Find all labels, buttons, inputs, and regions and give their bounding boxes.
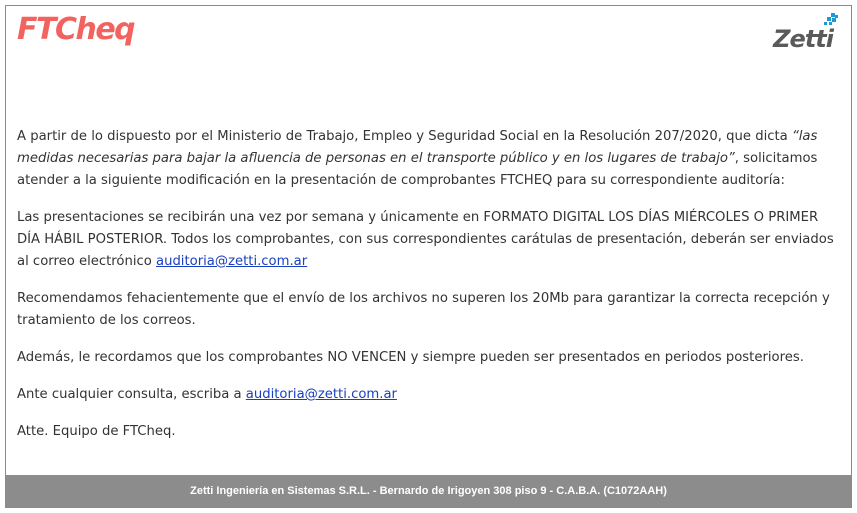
email-frame [5, 5, 852, 508]
message-body [17, 126, 843, 458]
paragraph-contact: Ante cualquier consulta, escriba a auditoria@zetti.com.ar [17, 387, 397, 402]
ftcheq-logo: FTCheq [17, 12, 135, 47]
quoted-resolution: “las medidas necesarias para bajar la afluencia de personas en el transporte público y en los lugares de trabajo” [17, 129, 818, 166]
paragraph-size-limit: Recomendamos fehacientemente que el envío de los archivos no superen los 20Mb para garantizar la correcta recepción y tratamiento de los correos. [17, 291, 830, 328]
zetti-wordmark: Zetti [773, 25, 833, 53]
zetti-logo [749, 19, 839, 53]
paragraph-no-expiry: Además, le recordamos que los comprobantes NO VENCEN y siempre pueden ser presentados en periodos posteriores. [17, 350, 804, 365]
audit-email-link[interactable]: auditoria@zetti.com.ar [156, 254, 308, 269]
footer-bar: Zetti Ingeniería en Sistemas S.R.L. - Bernardo de Irigoyen 308 piso 9 - C.A.B.A. (C1072AAH) [6, 475, 851, 507]
paragraph-schedule: Las presentaciones se recibirán una vez por semana y únicamente en FORMATO DIGITAL LOS DÍAS MIÉRCOLES O PRIMER DÍA HÁBIL POSTERIOR. Todos los comprobantes, con sus correspondientes carátulas de presentación, deberán ser enviados al correo electrónico auditoria@zetti.com.ar [17, 210, 834, 269]
contact-email-link[interactable]: auditoria@zetti.com.ar [245, 387, 397, 402]
paragraph-intro: A partir de lo dispuesto por el Ministerio de Trabajo, Empleo y Seguridad Social en la Resolución 207/2020, que dicta “las medidas necesarias para bajar la afluencia de personas en el transporte público y en los lugares de trabajo”, solicitamos atender a la siguiente modificación en la presentación de comprobantes FTCHEQ para su correspondiente auditoría: [17, 129, 818, 188]
paragraph-signature: Atte. Equipo de FTCheq. [17, 424, 176, 439]
